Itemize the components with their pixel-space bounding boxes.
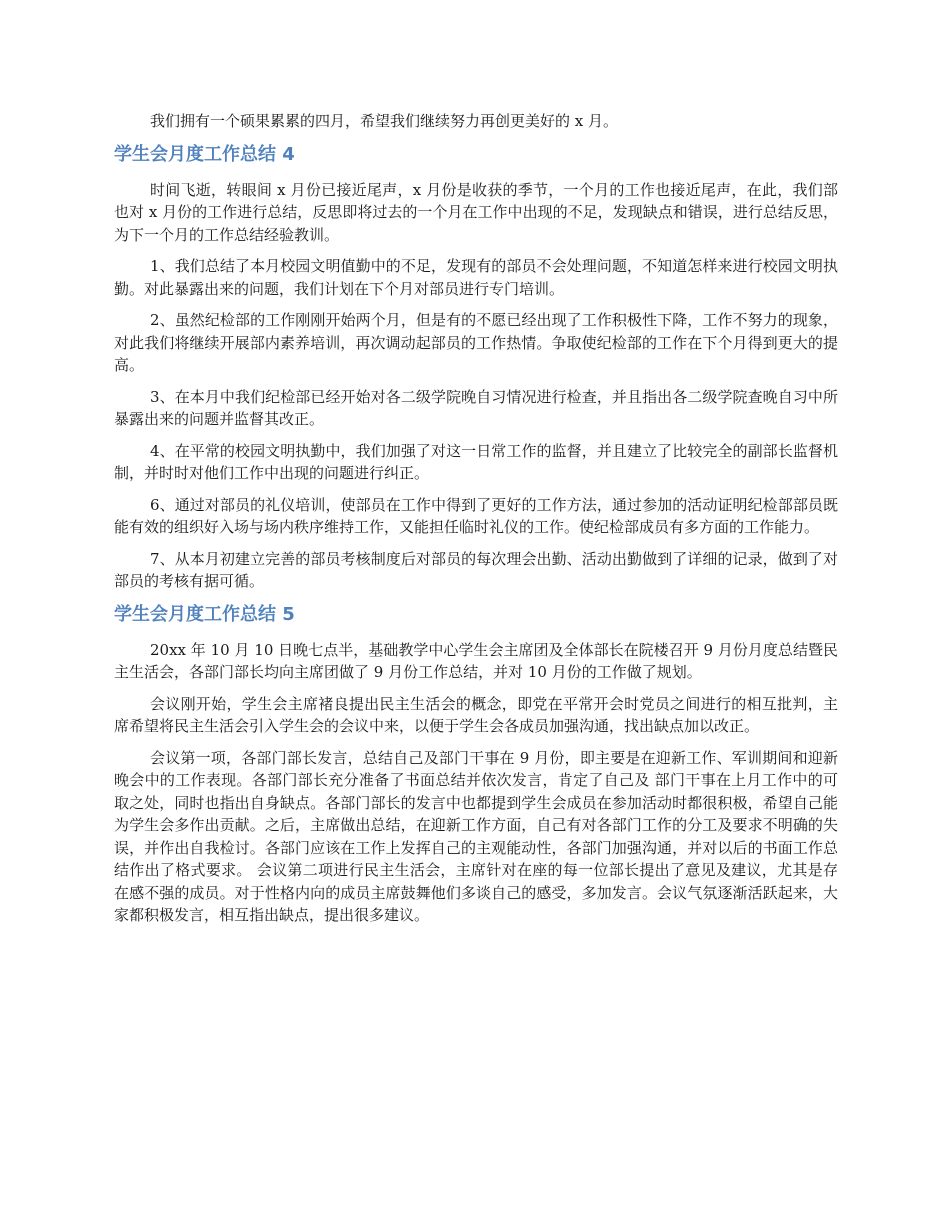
section-4-heading: 学生会月度工作总结 4 bbox=[114, 143, 295, 165]
section-5-paragraph-1: 20xx 年 10 月 10 日晚七点半，基础教学中心学生会主席团及全体部长在院楼召开 9 月份月度总结暨民主生活会，各部门部长均向主席团做了 9 月份工作总结，并对 10 月份的工作做了规划。 bbox=[114, 640, 838, 681]
section-4-item-6: 6、通过对部员的礼仪培训，使部员在工作中得到了更好的工作方法，通过参加的活动证明纪检部部员既能有效的组织好入场与场内秩序维持工作，又能担任临时礼仪的工作。使纪检部成员有多方面的工作能力。 bbox=[114, 495, 838, 536]
section-4-paragraph: 时间飞逝，转眼间 x 月份已接近尾声，x 月份是收获的季节，一个月的工作也接近尾声，在此，我们部也对 x 月份的工作进行总结，反思即将过去的一个月在工作中出现的不足，发现缺点和错误，进行总结反思，为下一个月的工作总结经验教训。 bbox=[114, 180, 838, 244]
section-4-item-1: 1、我们总结了本月校园文明值勤中的不足，发现有的部员不会处理问题，不知道怎样来进行校园文明执勤。对此暴露出来的问题，我们计划在下个月对部员进行专门培训。 bbox=[114, 257, 838, 298]
document-body bbox=[114, 110, 838, 936]
section-5-heading: 学生会月度工作总结 5 bbox=[114, 603, 295, 625]
section-5-paragraph-2: 会议刚开始，学生会主席褚良提出民主生活会的概念，即党在平常开会时党员之间进行的相互批判，主席希望将民主生活会引入学生会的会议中来，以便于学生会各成员加强沟通，找出缺点加以改正。 bbox=[114, 694, 838, 735]
section-4-item-7: 7、从本月初建立完善的部员考核制度后对部员的每次理会出勤、活动出勤做到了详细的记录，做到了对部员的考核有据可循。 bbox=[114, 549, 838, 590]
intro-paragraph: 我们拥有一个硕果累累的四月，希望我们继续努力再创更美好的 x 月。 bbox=[150, 112, 618, 130]
section-5-paragraph-3: 会议第一项，各部门部长发言，总结自己及部门干事在 9 月份，即主要是在迎新工作、军训期间和迎新晚会中的工作表现。各部门部长充分准备了书面总结并依次发言，肯定了自己及 部门干事在上月工作中的可取之处，同时也指出自身缺点。各部门部长的发言中也都提到学生会成员在参加活动时都很积极，希望自己能为学生会多作出贡献。之后，主席做出总结，在迎新工作方面，自己有对各部门工作的分工及要求不明确的失误，并作出自我检讨。各部门应该在工作上发挥自己的主观能动性，各部门加强沟通，并对以后的书面工作总结作出了格式要求。 会议第二项进行民主生活会，主席针对在座的每一位部长提出了意见及建议，尤其是存在感不强的成员。对于性格内向的成员主席鼓舞他们多谈自己的感受，多加发言。会议气氛逐渐活跃起来，大家都积极发言，相互指出缺点，提出很多建议。 bbox=[114, 748, 838, 924]
section-4-item-3: 3、在本月中我们纪检部已经开始对各二级学院晚自习情况进行检查，并且指出各二级学院查晚自习中所暴露出来的问题并监督其改正。 bbox=[114, 387, 838, 428]
section-4-item-4: 4、在平常的校园文明执勤中，我们加强了对这一日常工作的监督，并且建立了比较完全的副部长监督机制，并时时对他们工作中出现的问题进行纠正。 bbox=[114, 441, 838, 482]
section-4-item-2: 2、虽然纪检部的工作刚刚开始两个月，但是有的不愿已经出现了工作积极性下降，工作不努力的现象，对此我们将继续开展部内素养培训，再次调动起部员的工作热情。争取使纪检部的工作在下个月得到更大的提高。 bbox=[114, 311, 838, 374]
